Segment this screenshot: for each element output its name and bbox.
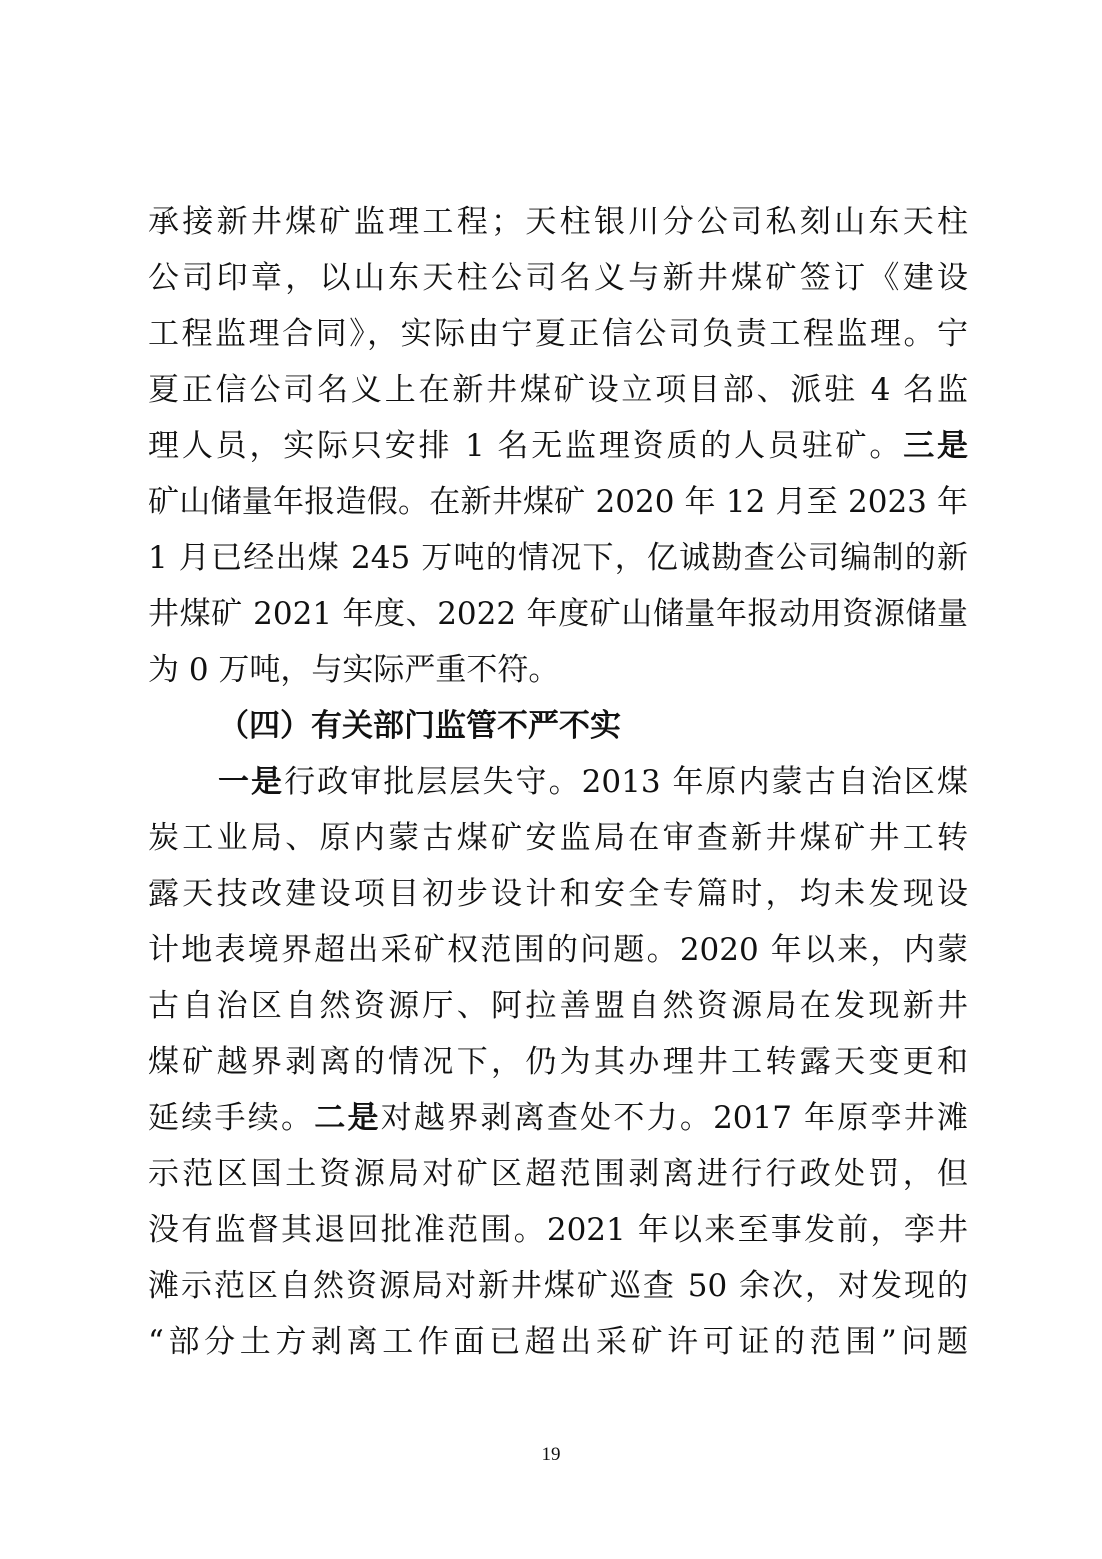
emphasis-text: 三是 <box>903 428 969 464</box>
text-line: 计地表境界超出采矿权范围的问题。2020 年以来，内蒙 <box>148 932 968 968</box>
text-line: 1 月已经出煤 245 万吨的情况下，亿诚勘查公司编制的新 <box>148 540 968 576</box>
section-heading: （四）有关部门监管不严不实 <box>218 708 621 744</box>
emphasis-text: 二是 <box>314 1100 381 1136</box>
text-line: 矿山储量年报造假。在新井煤矿 2020 年 12 月至 2023 年 <box>148 484 968 520</box>
text-line: 炭工业局、原内蒙古煤矿安监局在审查新井煤矿井工转 <box>148 820 968 856</box>
text-line: 理人员，实际只安排 1 名无监理资质的人员驻矿。三是 <box>148 428 969 464</box>
text-line: 古自治区自然资源厅、阿拉善盟自然资源局在发现新井 <box>148 988 968 1024</box>
text-line: 没有监督其退回批准范围。2021 年以来至事发前，孪井 <box>148 1212 968 1248</box>
text-line: 公司印章，以山东天柱公司名义与新井煤矿签订《建设 <box>148 260 968 296</box>
text-line: 滩示范区自然资源局对新井煤矿巡查 50 余次，对发现的 <box>148 1268 968 1304</box>
text-line: 示范区国土资源局对矿区超范围剥离进行行政处罚，但 <box>148 1156 968 1192</box>
text-line: 一是行政审批层层失守。2013 年原内蒙古自治区煤 <box>218 764 968 800</box>
text-line: 承接新井煤矿监理工程；天柱银川分公司私刻山东天柱 <box>148 204 968 240</box>
emphasis-text: 一是 <box>218 764 285 800</box>
text-line: “部分土方剥离工作面已超出采矿许可证的范围”问题 <box>148 1324 968 1360</box>
text-line: 煤矿越界剥离的情况下，仍为其办理井工转露天变更和 <box>148 1044 968 1080</box>
body-text <box>148 194 968 1370</box>
text-line: 工程监理合同》，实际由宁夏正信公司负责工程监理。宁 <box>148 316 968 352</box>
text-line: 延续手续。二是对越界剥离查处不力。2017 年原孪井滩 <box>148 1100 969 1136</box>
text-line: 井煤矿 2021 年度、2022 年度矿山储量年报动用资源储量 <box>148 596 968 632</box>
page-number: 19 <box>541 1444 561 1465</box>
text-line: 为 0 万吨，与实际严重不符。 <box>148 652 560 688</box>
text-line: 露天技改建设项目初步设计和安全专篇时，均未发现设 <box>148 876 968 912</box>
text-line: 夏正信公司名义上在新井煤矿设立项目部、派驻 4 名监 <box>148 372 968 408</box>
